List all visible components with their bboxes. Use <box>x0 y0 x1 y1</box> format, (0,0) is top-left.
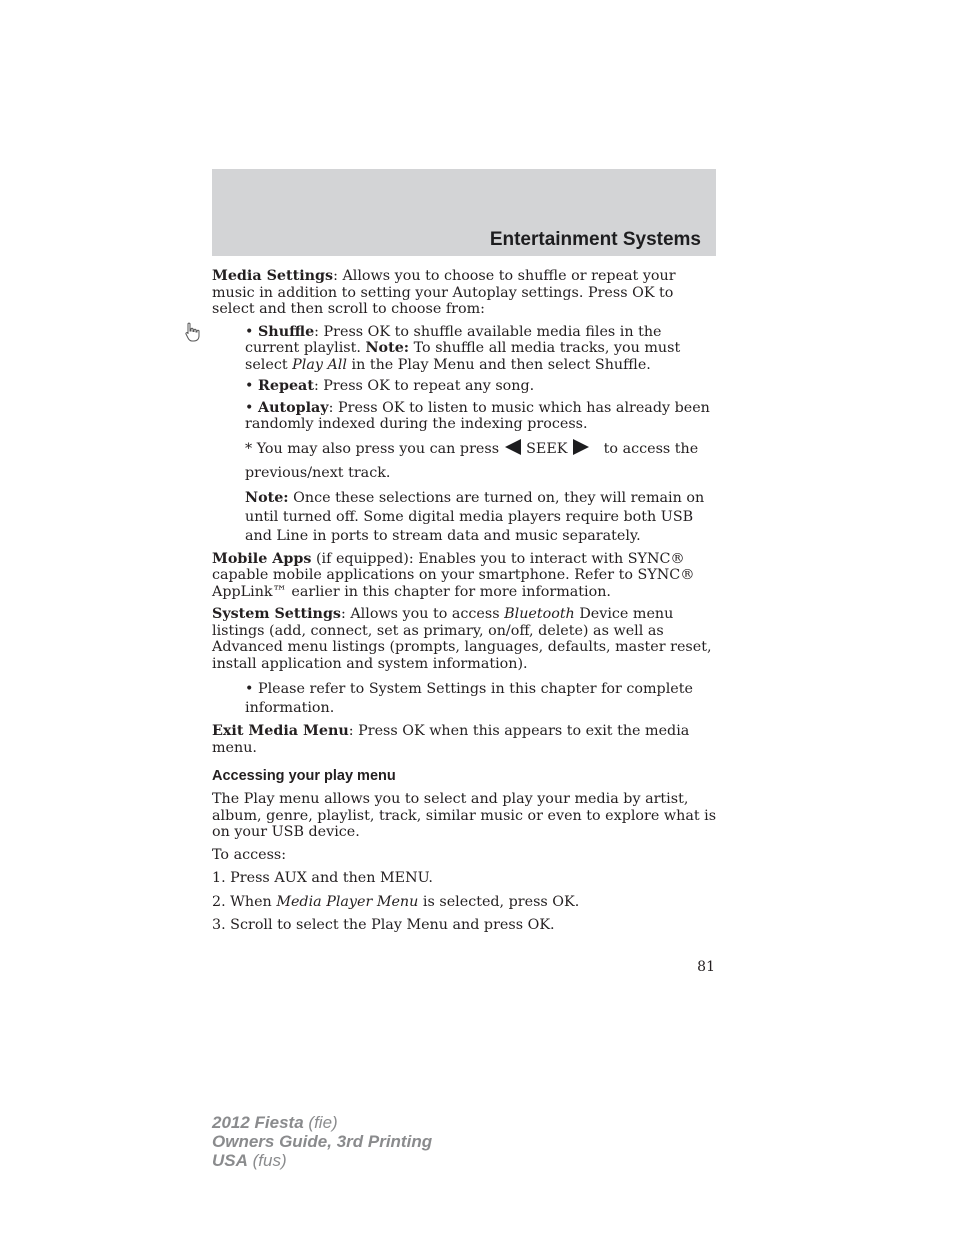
shuffle-note-end: in the Play Menu and then select Shuffle. <box>346 356 651 373</box>
system-settings-bullet-block <box>212 680 717 718</box>
repeat-item <box>245 378 717 395</box>
bullet: • <box>245 323 258 340</box>
shuffle-term: Shuffle <box>257 323 315 340</box>
exit-menu-term: Exit Media Menu <box>212 723 349 739</box>
shuffle-item <box>245 324 717 374</box>
step-2 <box>212 894 717 911</box>
step-2-end: is selected, press OK. <box>418 893 580 910</box>
autoplay-text: : Press OK to listen to music which has already been randomly indexed during the indexing process. <box>245 399 710 432</box>
system-settings-paragraph <box>212 606 717 672</box>
note-paragraph <box>245 489 717 546</box>
footer-region: USA <box>212 1151 248 1170</box>
autoplay-item <box>245 400 717 433</box>
footer-model: 2012 Fiesta <box>212 1113 304 1132</box>
bullet: • <box>245 399 258 416</box>
footer-guide: Owners Guide, 3rd Printing <box>212 1132 433 1151</box>
seek-label: SEEK <box>526 440 568 457</box>
to-access-label: To access: <box>212 846 287 863</box>
exit-menu-text: : Press OK when this appears to exit the media menu. <box>212 723 690 756</box>
system-settings-text-end: Device menu listings (add, connect, set as primary, on/off, delete) as well as Advanced menu listings (prompts, languages, defaults, master reset, install application and system information). <box>212 606 712 672</box>
triangle-left-icon <box>504 439 522 462</box>
footer-line-2 <box>212 1132 432 1151</box>
footer-line-3 <box>212 1151 432 1170</box>
exit-menu-paragraph <box>212 723 717 756</box>
footer-region-code: (fus) <box>247 1151 287 1170</box>
note-label: Note: <box>245 489 289 506</box>
step-2-start: 2. When <box>212 893 277 910</box>
footer <box>212 1113 432 1170</box>
media-settings-options <box>212 324 717 546</box>
media-settings-paragraph <box>212 268 717 318</box>
step-1: 1. Press AUX and then MENU. <box>212 870 433 886</box>
system-settings-text: : Allows you to access <box>341 606 505 622</box>
step-3: 3. Scroll to select the Play Menu and press OK. <box>212 917 555 933</box>
footer-model-code: (fie) <box>303 1113 338 1132</box>
mobile-apps-text: (if equipped): Enables you to interact with SYNC® capable mobile applications on your smartphone. Refer to SYNC® AppLink™ earlier in this chapter for more information. <box>212 550 695 600</box>
seek-note <box>245 438 717 484</box>
play-menu-intro: The Play menu allows you to select and play your media by artist, album, genre, playlist, track, similar music or even to explore what is on your USB device. <box>212 791 717 840</box>
header-band <box>212 169 716 256</box>
page-content <box>212 268 717 941</box>
repeat-text: : Press OK to repeat any song. <box>313 378 535 394</box>
triangle-right-icon <box>572 439 590 462</box>
seek-text-start: * You may also press you can press <box>245 440 504 457</box>
system-settings-term: System Settings <box>212 606 341 622</box>
finger-pointer-icon <box>185 322 205 344</box>
media-settings-term: Media Settings <box>212 268 334 284</box>
page-number: 81 <box>697 959 715 975</box>
play-all-label: Play All <box>292 356 347 373</box>
page-title: Entertainment Systems <box>489 229 701 250</box>
mobile-apps-term: Mobile Apps <box>212 550 312 567</box>
system-settings-bullet: • Please refer to System Settings in this chapter for complete information. <box>245 681 693 716</box>
autoplay-term: Autoplay <box>257 399 329 416</box>
bullet: • <box>245 378 258 394</box>
shuffle-text: : Press OK to shuffle available media files in the current playlist. <box>245 323 662 356</box>
note-text: Once these selections are turned on, they will remain on until turned off. Some digital media players require both USB and Line in ports to stream data and music separately. <box>245 489 705 544</box>
repeat-term: Repeat <box>257 378 314 394</box>
shuffle-note-text: To shuffle all media tracks, you must select <box>245 340 681 373</box>
media-player-menu-label: Media Player Menu <box>276 893 419 910</box>
footer-line-1 <box>212 1113 432 1132</box>
section-heading: Accessing your play menu <box>212 768 396 784</box>
seek-text-end: to access the previous/next track. <box>245 440 699 481</box>
bluetooth-label: Bluetooth <box>504 606 575 622</box>
media-settings-text: : Allows you to choose to shuffle or repeat your music in addition to setting your Autoplay settings. Press OK to select and then scroll to choose from: <box>212 268 676 317</box>
mobile-apps-paragraph <box>212 551 717 601</box>
note-label: Note: <box>365 340 410 356</box>
